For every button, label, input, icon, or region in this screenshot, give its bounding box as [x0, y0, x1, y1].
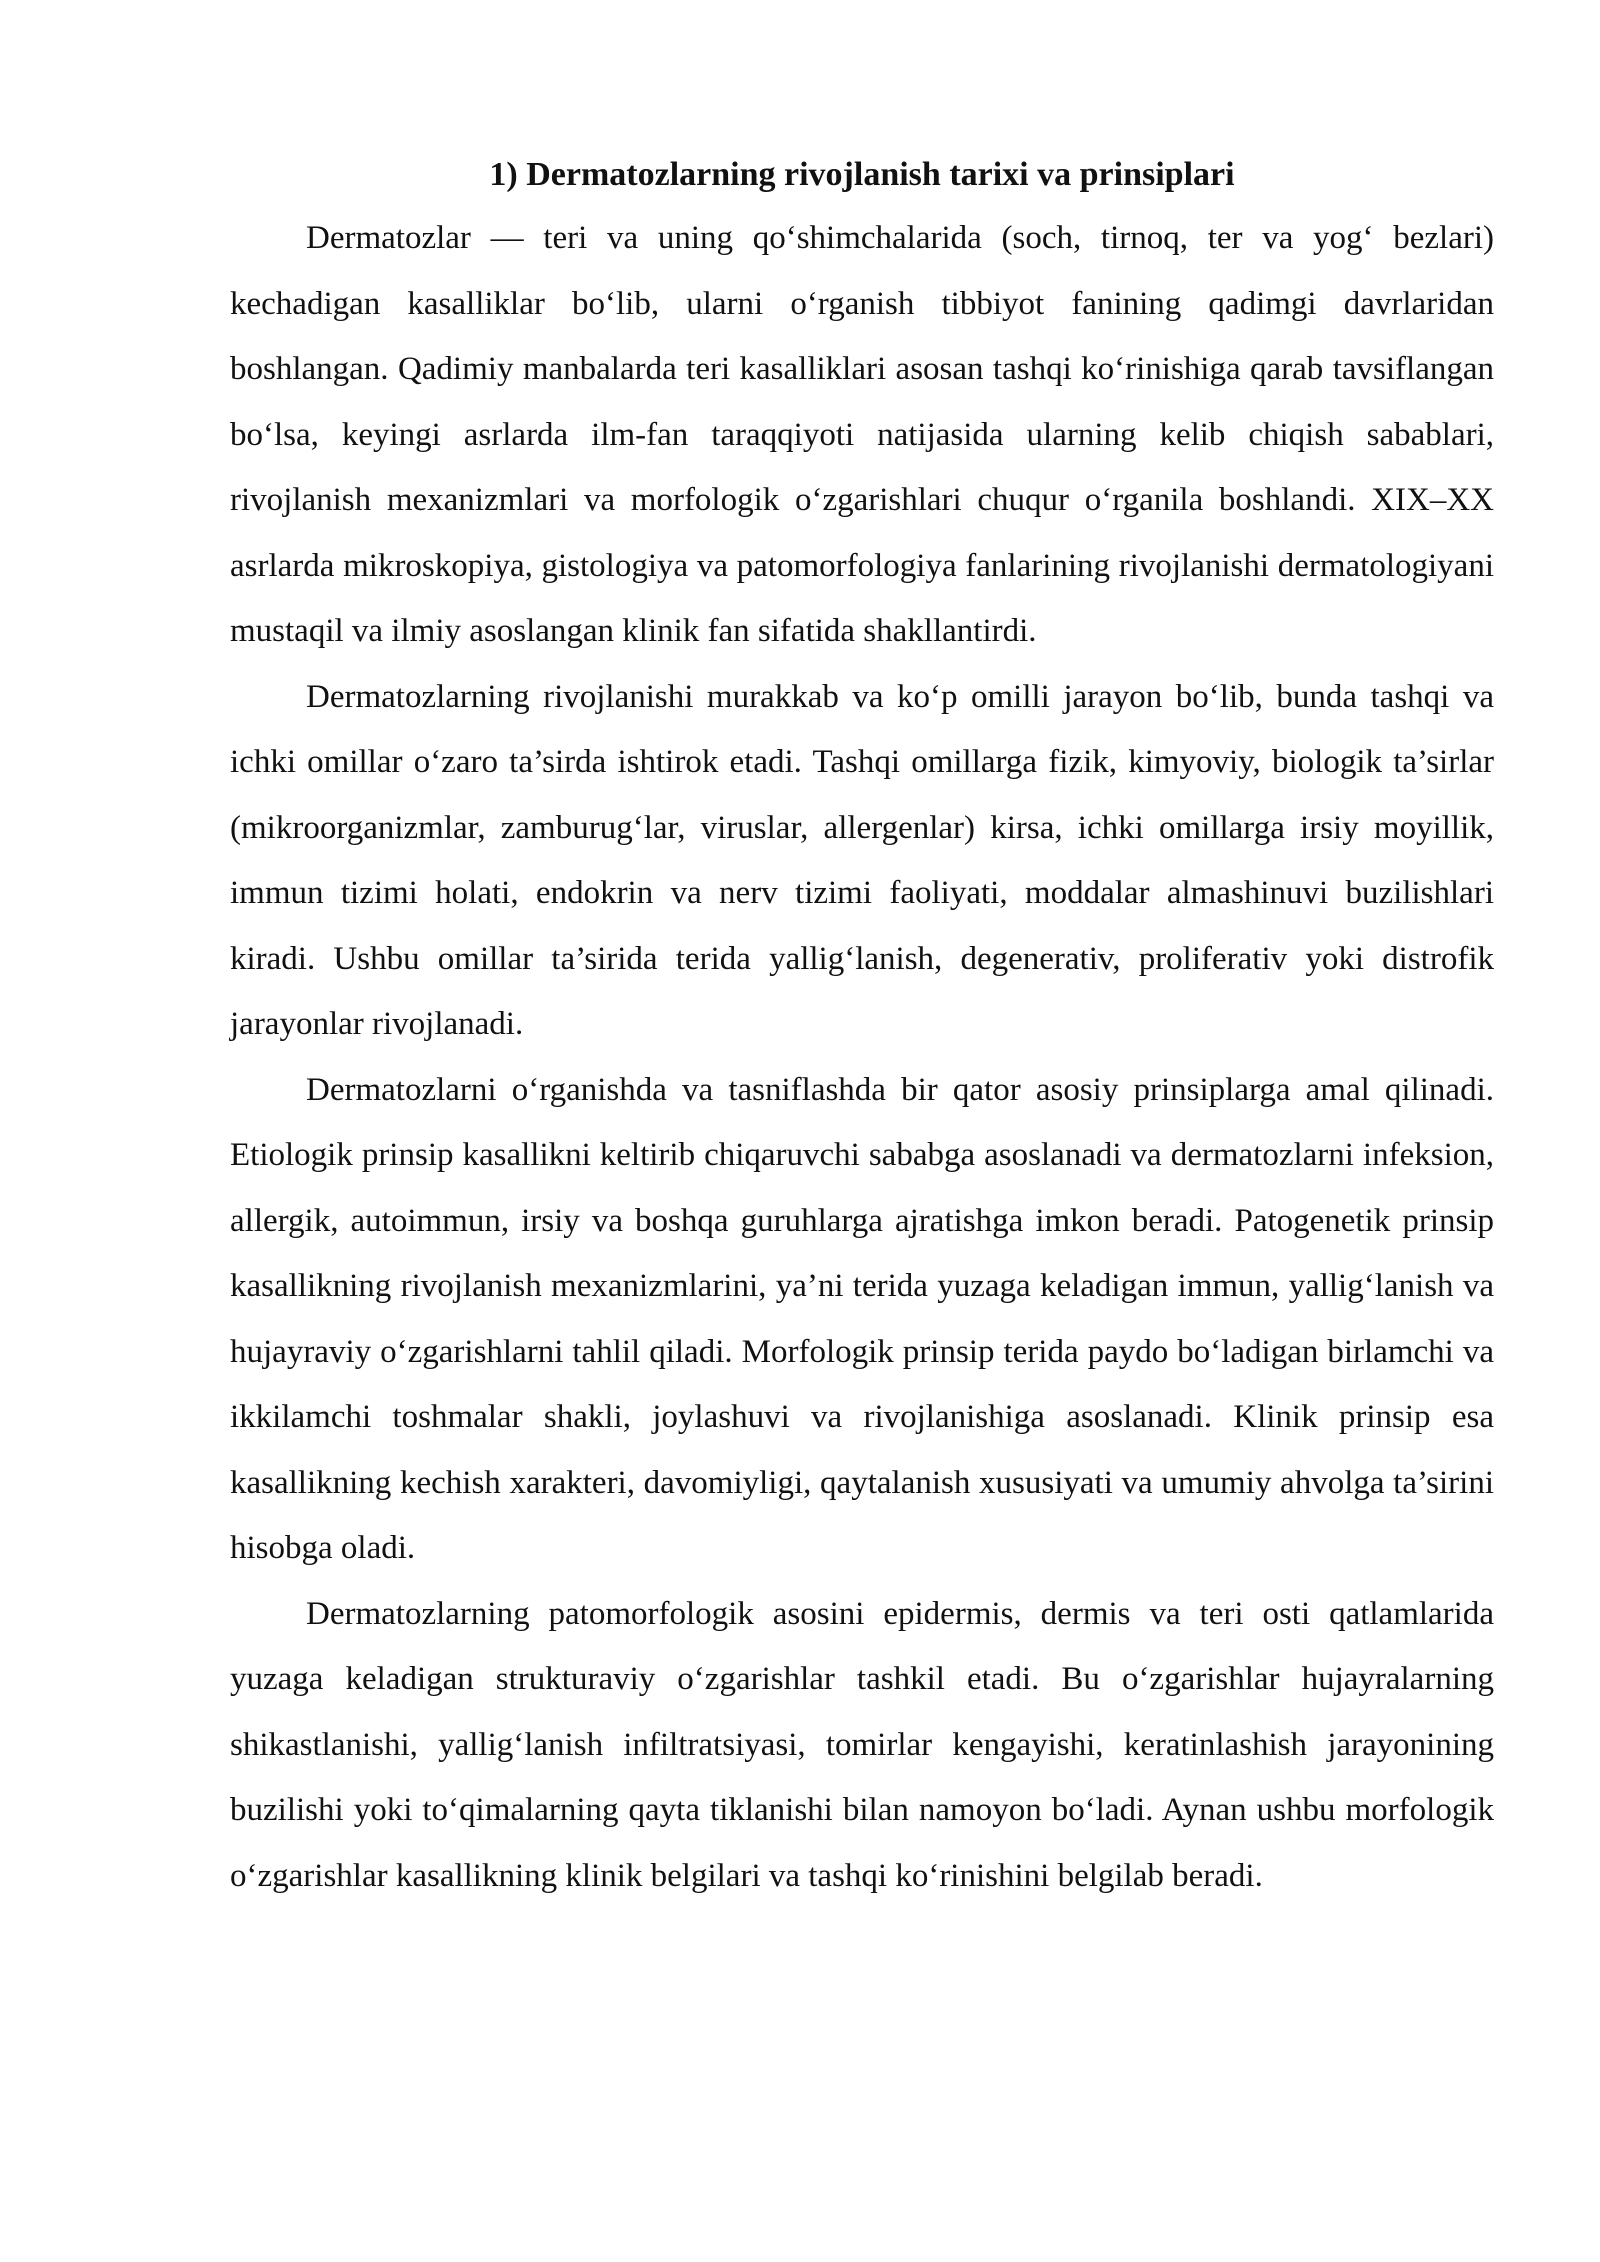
- paragraph-history: Dermatozlar — teri va uning qo‘shimchalarida (soch, tirnoq, ter va yog‘ bezlari) kechadigan kasalliklar bo‘lib, ularni o‘rganish tibbiyot fanining qadimgi davrlaridan boshlangan. Qadimiy manbalarda teri kasalliklari asosan tashqi ko‘rinishiga qarab tavsiflangan bo‘lsa, keyingi asrlarda ilm-fan taraqqiyoti natijasida ularning kelib chiqish sabablari, rivojlanish mexanizmlari va morfologik o‘zgarishlari chuqur o‘rganila boshlandi. XIX–XX asrlarda mikroskopiya, gistologiya va patomorfologiya fanlarining rivojlanishi dermatologiyani mustaqil va ilmiy asoslangan klinik fan sifatida shakllantirdi.: [230, 220, 1494, 649]
- paragraph-pathomorphology: Dermatozlarning patomorfologik asosini epidermis, dermis va teri osti qatlamlarida yuzaga keladigan strukturaviy o‘zgarishlar tashkil etadi. Bu o‘zgarishlar hujayralarning shikastlanishi, yallig‘lanish infiltratsiyasi, tomirlar kengayishi, keratinlashish jarayonining buzilishi yoki to‘qimalarning qayta tiklanishi bilan namoyon bo‘ladi. Aynan ushbu morfologik o‘zgarishlar kasallikning klinik belgilari va tashqi ko‘rinishini belgilab beradi.: [230, 1595, 1494, 1894]
- paragraph-factors: Dermatozlarning rivojlanishi murakkab va ko‘p omilli jarayon bo‘lib, bunda tashqi va ichki omillar o‘zaro ta’sirda ishtirok etadi. Tashqi omillarga fizik, kimyoviy, biologik ta’sirlar (mikroorganizmlar, zamburug‘lar, viruslar, allergenlar) kirsa, ichki omillarga irsiy moyillik, immun tizimi holati, endokrin va nerv tizimi faoliyati, moddalar almashinuvi buzilishlari kiradi. Ushbu omillar ta’sirida terida yallig‘lanish, degenerativ, proliferativ yoki distrofik jarayonlar rivojlanadi.: [230, 678, 1494, 1042]
- section-heading: 1) Dermatozlarning rivojlanish tarixi va prinsiplari: [489, 156, 1235, 193]
- document-body: [230, 150, 1494, 1909]
- paragraph-principles: Dermatozlarni o‘rganishda va tasniflashda bir qator asosiy prinsiplarga amal qilinadi. Etiologik prinsip kasallikni keltirib chiqaruvchi sababga asoslanadi va dermatozlarni infeksion, allergik, autoimmun, irsiy va boshqa guruhlarga ajratishga imkon beradi. Patogenetik prinsip kasallikning rivojlanish mexanizmlarini, ya’ni terida yuzaga keladigan immun, yallig‘lanish va hujayraviy o‘zgarishlarni tahlil qiladi. Morfologik prinsip terida paydo bo‘ladigan birlamchi va ikkilamchi toshmalar shakli, joylashuvi va rivojlanishiga asoslanadi. Klinik prinsip esa kasallikning kechish xarakteri, davomiyligi, qaytalanish xususiyati va umumiy ahvolga ta’sirini hisobga oladi.: [230, 1071, 1494, 1566]
